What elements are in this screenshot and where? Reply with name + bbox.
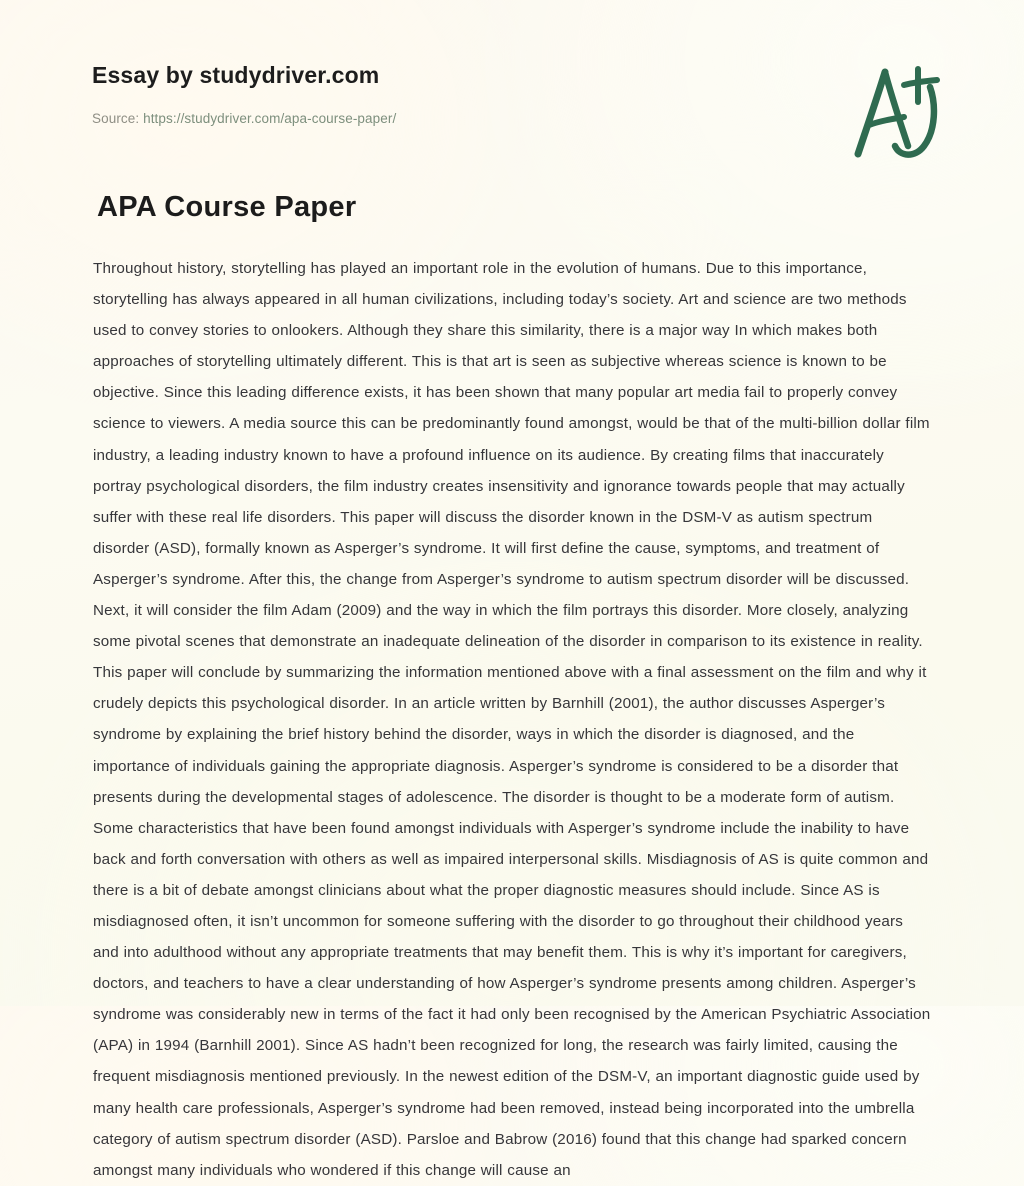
a-plus-logo [844,58,964,168]
page-header [92,62,946,172]
essay-body [93,253,933,1186]
source-url-link[interactable]: https://studydriver.com/apa-course-paper/ [143,110,397,126]
brand-title: Essay by studydriver.com [92,62,380,88]
source-line [92,111,946,126]
essay-paragraph: Throughout history, storytelling has played an important role in the evolution of humans. Due to this importance, storytelling has always appeared in all human civilizations, including today’s society. Art and science are two methods used to convey stories to onlookers. Although they share this similarity, there is a major way In which makes both approaches of storytelling ultimately different. This is that art is seen as subjective whereas science is known to be objective. Since this leading difference exists, it has been shown that many popular art media fail to properly convey science to viewers. A media source this can be predominantly found amongst, would be that of the multi-billion dollar film industry, a leading industry known to have a profound influence on its audience. By creating films that inaccurately portray psychological disorders, the film industry creates insensitivity and ignorance towards people that may actually suffer with these real life disorders. This paper will discuss the disorder known in the DSM-V as autism spectrum disorder (ASD), formally known as Asperger’s syndrome. It will first define the cause, symptoms, and treatment of Asperger’s syndrome. After this, the change from Asperger’s syndrome to autism spectrum disorder will be discussed. Next, it will consider the film Adam (2009) and the way in which the film portrays this disorder. More closely, analyzing some pivotal scenes that demonstrate an inadequate delineation of the disorder in comparison to its existence in reality. This paper will conclude by summarizing the information mentioned above with a final assessment on the film and why it crudely depicts this psychological disorder. In an article written by Barnhill (2001), the author discusses Asperger’s syndrome by explaining the brief history behind the disorder, ways in which the disorder is diagnosed, and the importance of individuals gaining the appropriate diagnosis. Asperger’s syndrome is considered to be a disorder that presents during the developmental stages of adolescence. The disorder is thought to be a moderate form of autism. Some characteristics that have been found amongst individuals with Asperger’s syndrome include the inability to have back and forth conversation with others as well as impaired interpersonal skills. Misdiagnosis of AS is quite common and there is a bit of debate amongst clinicians about what the proper diagnostic measures should include. Since AS is misdiagnosed often, it isn’t uncommon for someone suffering with the disorder to go throughout their childhood years and into adulthood without any appropriate treatments that may benefit them. This is why it’s important for caregivers, doctors, and teachers to have a clear understanding of how Asperger’s syndrome presents among children. Asperger’s syndrome was considerably new in terms of the fact it had only been recognised by the American Psychiatric Association (APA) in 1994 (Barnhill 2001). Since AS hadn’t been recognized for long, the research was fairly limited, causing the frequent misdiagnosis mentioned previously. In the newest edition of the DSM-V, an important diagnostic guide used by many health care professionals, Asperger’s syndrome had been removed, instead being incorporated into the umbrella category of autism spectrum disorder (ASD). Parsloe and Babrow (2016) found that this change had sparked concern amongst many individuals who wondered if this change will cause an [93,260,931,1179]
source-label: Source: [92,110,140,126]
page-title: APA Course Paper [97,191,357,223]
